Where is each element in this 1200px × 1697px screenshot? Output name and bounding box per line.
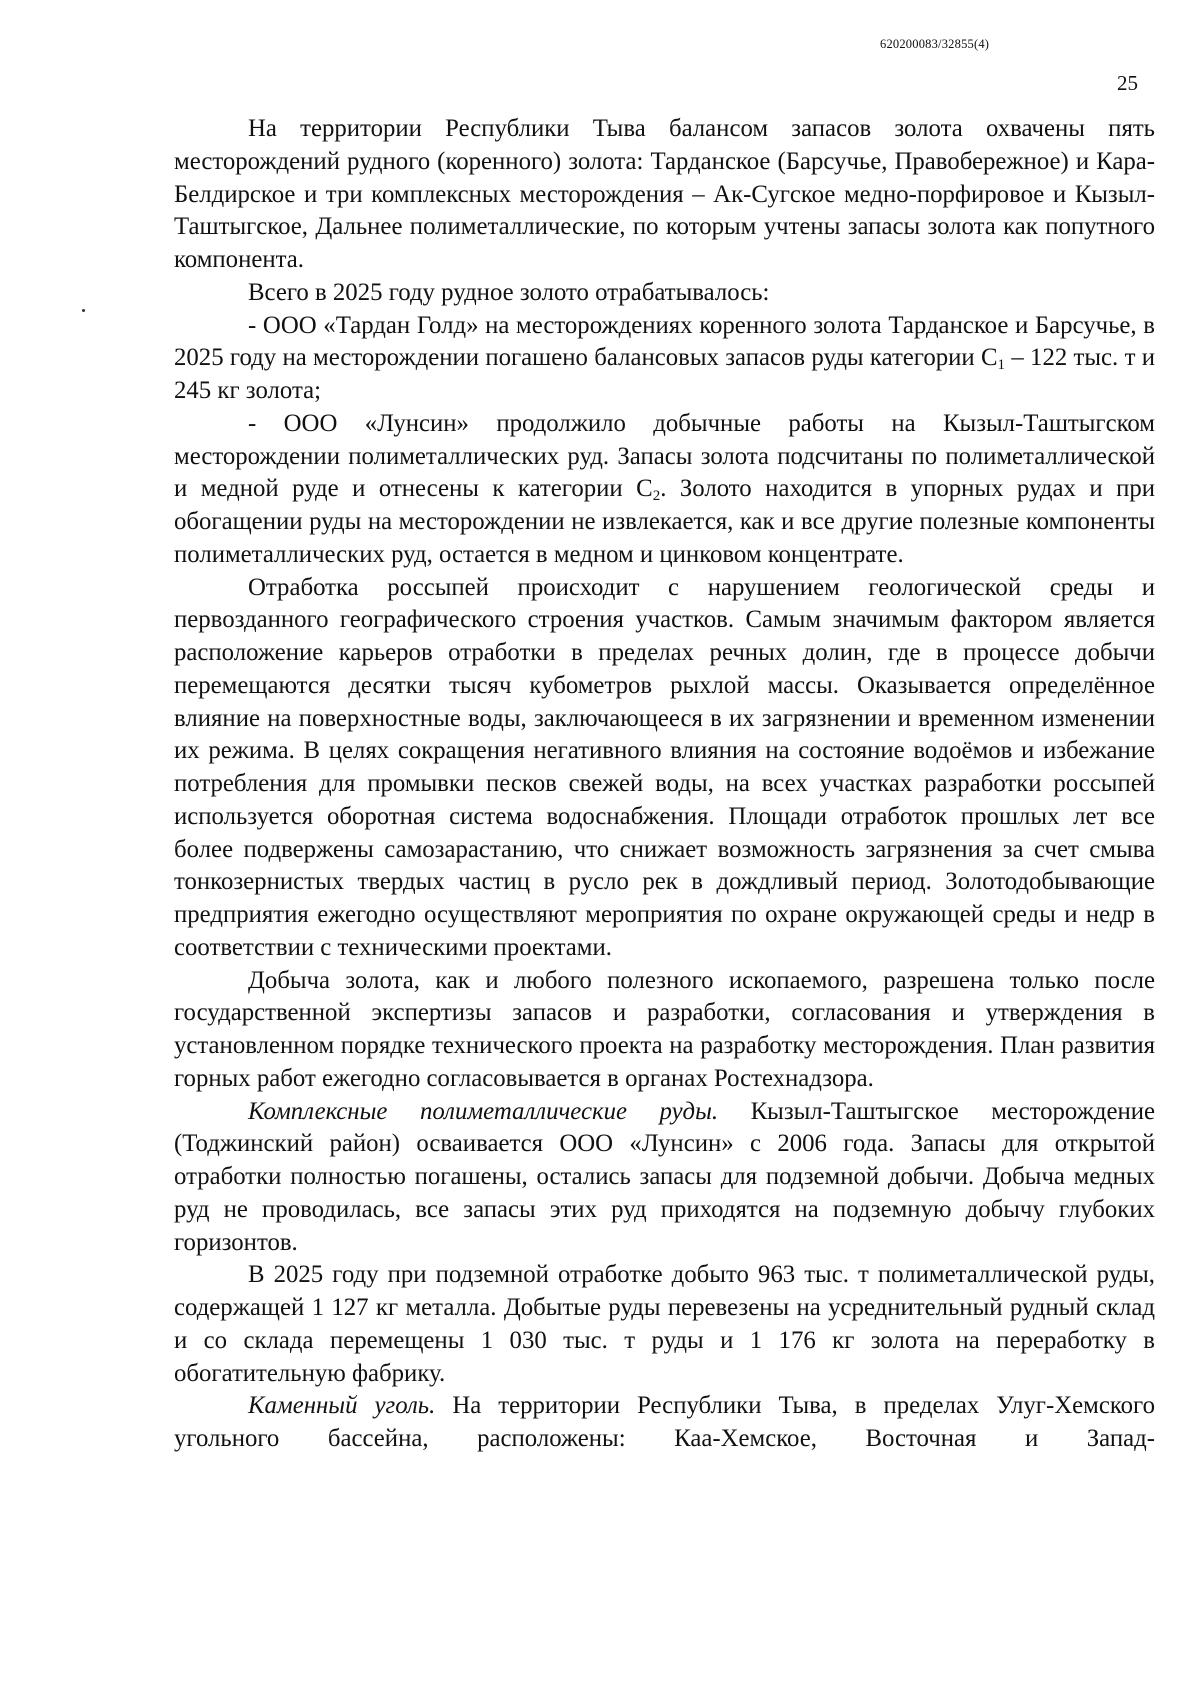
- paragraph-coal: [174, 1390, 1155, 1456]
- subscript: 2: [652, 488, 661, 505]
- paragraph-tardan-gold: [174, 310, 1155, 408]
- document-id: 620200083/32855(4): [880, 37, 990, 51]
- margin-dot: [82, 309, 85, 312]
- subscript: 1: [997, 357, 1006, 374]
- text-segment: - ООО «Лунсин» продолжило добычные работы на Кызыл-Таштыгском месторождении полиметаллических руд. Запасы золота подсчитаны по полиметаллической и медной руде и отнесены к категории С: [174, 409, 1155, 503]
- document-body: [174, 113, 1155, 1456]
- paragraph-polymetallic-ores: [174, 1096, 1155, 1260]
- paragraph-ore-gold-mining: Всего в 2025 году рудное золото отрабатывалось:: [248, 278, 770, 306]
- paragraph-gold-deposits: На территории Республики Тыва балансом запасов золота охвачены пять месторождений рудного (коренного) золота: Тарданское (Барсучье, Правобережное) и Кара-Белдирское и три комплексных месторождения – Ак-Сугское медно-порфировое и Кызыл-Таштыгское, Дальнее полиметаллические, по которым учтены запасы золота как попутного компонента.: [174, 115, 1155, 273]
- paragraph-lunsin: [174, 408, 1155, 572]
- italic-heading: Каменный уголь.: [248, 1392, 436, 1420]
- page-number: 25: [1117, 71, 1138, 95]
- text-segment: На территории Республики Тыва, в пределах Улуг-Хемского угольного бассейна, расположены: Каа-Хемское, Восточная и Запад-: [174, 1392, 1155, 1452]
- text-segment: - ООО «Тардан Голд» на месторождениях коренного золота Тарданское и Барсучье, в 2025 году на месторождении погашено балансовых запасов руды категории С: [174, 311, 1155, 372]
- paragraph-placer-mining: Отработка россыпей происходит с нарушением геологической среды и первозданного географического строения участков. Самым значимым фактором является расположение карьеров отработки в пределах речных долин, где в процессе добычи перемещаются десятки тысяч кубометров рыхлой массы. Оказывается определённое влияние на поверхностные воды, заключающееся в их загрязнении и временном изменении их режима. В целях сокращения негативного влияния на состояние водоёмов и избежание потребления для промывки песков свежей воды, на всех участках разработки россыпей используется оборотная система водоснабжения. Площади отработок прошлых лет все более подвержены самозарастанию, что снижает возможность загрязнения за счет смыва тонкозернистых твердых частиц в русло рек в дождливый период. Золотодобывающие предприятия ежегодно осуществляют мероприятия по охране окружающей среды и недр в соответствии с техническими проектами.: [174, 573, 1155, 961]
- text-segment: Кызыл-Таштыгское месторождение (Тоджинский район) осваивается ООО «Лунсин» с 2006 года. Запасы для открытой отработки полностью погашены, остались запасы для подземной добычи. Добыча медных руд не проводилась, все запасы этих руд приходятся на подземную добычу глубоких горизонтов.: [174, 1097, 1155, 1256]
- paragraph-underground-mining: В 2025 году при подземной отработке добыто 963 тыс. т полиметаллической руды, содержащей 1 127 кг металла. Добытые руды перевезены на усреднительный рудный склад и со склада перемещены 1 030 тыс. т руды и 1 176 кг золота на переработку в обогатительную фабрику.: [174, 1261, 1155, 1387]
- italic-heading: Комплексные полиметаллические руды.: [248, 1097, 719, 1125]
- text-segment: – 122 тыс. т и 245 кг золота;: [174, 344, 1155, 404]
- paragraph-gold-extraction-permit: Добыча золота, как и любого полезного ископаемого, разрешена только после государственной экспертизы запасов и разработки, согласования и утверждения в установленном порядке технического проекта на разработку месторождения. План развития горных работ ежегодно согласовывается в органах Ростехнадзора.: [174, 966, 1155, 1092]
- text-segment: . Золото находится в упорных рудах и при обогащении руды на месторождении не извлекается, как и все другие полезные компоненты полиметаллических руд, остается в медном и цинковом концентрате.: [174, 475, 1156, 568]
